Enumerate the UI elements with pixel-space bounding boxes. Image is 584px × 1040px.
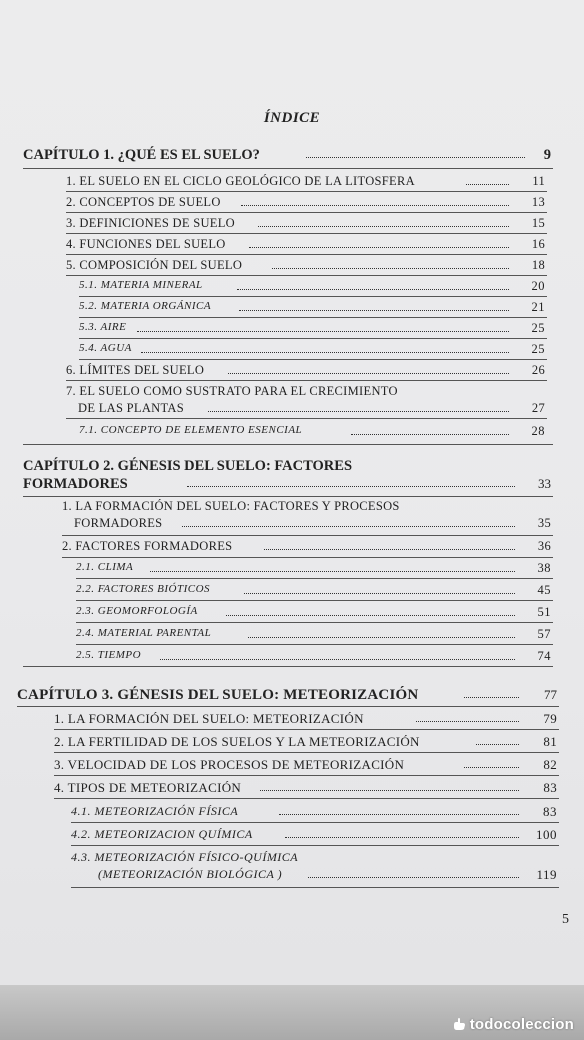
toc-page: 81 xyxy=(543,734,557,749)
toc-entry xyxy=(79,321,545,333)
toc-entry xyxy=(79,300,545,312)
toc-entry xyxy=(54,711,557,727)
toc-entry xyxy=(76,649,551,661)
toc-page: 100 xyxy=(536,827,557,842)
toc-entry xyxy=(66,363,545,378)
toc-leader-dots xyxy=(464,687,519,698)
toc-page: 45 xyxy=(537,583,551,597)
toc-leader-dots xyxy=(416,711,519,722)
toc-rule xyxy=(76,578,553,579)
toc-page: 16 xyxy=(531,237,545,251)
toc-rule xyxy=(79,338,547,339)
toc-leader-dots xyxy=(208,401,509,412)
toc-rule xyxy=(54,729,559,730)
toc-entry xyxy=(62,539,551,554)
toc-entry-line1: 1. LA FORMACIÓN DEL SUELO: FACTORES Y PROCESOS xyxy=(62,499,400,513)
toc-leader-dots xyxy=(187,476,515,487)
toc-rule xyxy=(23,666,553,667)
toc-label: 2.1. CLIMA xyxy=(76,561,134,573)
toc-label: (METEORIZACIÓN BIOLÓGICA ) xyxy=(98,867,283,881)
toc-leader-dots xyxy=(226,605,515,616)
toc-leader-dots xyxy=(228,363,509,374)
toc-label: 1. LA FORMACIÓN DEL SUELO: METEORIZACIÓN xyxy=(54,711,364,726)
toc-rule xyxy=(66,212,547,213)
toc-page: 83 xyxy=(543,804,557,819)
toc-rule xyxy=(54,775,559,776)
index-title: ÍNDICE xyxy=(263,110,321,126)
toc-leader-dots xyxy=(308,867,519,878)
toc-rule xyxy=(71,887,559,888)
toc-entry xyxy=(66,174,545,189)
toc-entry xyxy=(54,734,557,750)
toc-rule xyxy=(76,644,553,645)
toc-label: 5.3. AIRE xyxy=(79,321,127,333)
toc-page: 21 xyxy=(531,300,545,314)
toc-label: 2. LA FERTILIDAD DE LOS SUELOS Y LA METEORIZACIÓN xyxy=(54,734,420,749)
toc-label: 5. COMPOSICIÓN DEL SUELO xyxy=(66,258,243,272)
toc-rule xyxy=(23,496,553,497)
toc-label: 6. LÍMITES DEL SUELO xyxy=(66,363,205,377)
toc-label: 1. EL SUELO EN EL CICLO GEOLÓGICO DE LA LITOSFERA xyxy=(66,174,415,188)
toc-entry xyxy=(76,605,551,617)
toc-rule xyxy=(66,191,547,192)
toc-leader-dots xyxy=(237,279,509,290)
toc-page: 15 xyxy=(531,216,545,230)
toc-rule xyxy=(23,444,553,445)
toc-rule xyxy=(62,535,553,536)
toc-entry-line1: 7. EL SUELO COMO SUSTRATO PARA EL CRECIMIENTO xyxy=(66,384,398,398)
toc-leader-dots xyxy=(258,216,509,227)
toc-page: 119 xyxy=(536,867,557,882)
toc-rule xyxy=(17,706,559,707)
toc-label: CAPÍTULO 1. ¿QUÉ ES EL SUELO? xyxy=(23,147,260,163)
toc-rule xyxy=(79,359,547,360)
toc-chapter-1 xyxy=(23,147,551,164)
toc-entry xyxy=(66,237,545,252)
toc-leader-dots xyxy=(137,321,509,332)
toc-page: 51 xyxy=(537,605,551,619)
toc-page: 25 xyxy=(531,321,545,335)
toc-rule xyxy=(79,296,547,297)
toc-rule xyxy=(66,254,547,255)
toc-entry xyxy=(79,342,545,354)
toc-entry xyxy=(76,627,551,639)
toc-rule xyxy=(76,600,553,601)
toc-page: 57 xyxy=(537,627,551,641)
toc-entry xyxy=(66,258,545,273)
toc-entry xyxy=(76,561,551,573)
toc-rule xyxy=(71,845,559,846)
toc-rule xyxy=(66,380,547,381)
toc-leader-dots xyxy=(260,780,519,791)
toc-page: 83 xyxy=(543,780,557,795)
toc-page: 28 xyxy=(531,424,545,438)
toc-label: 2.5. TIEMPO xyxy=(76,649,142,661)
toc-leader-dots xyxy=(464,757,519,768)
page-number: 5 xyxy=(562,912,569,927)
toc-rule xyxy=(62,557,553,558)
toc-entry xyxy=(76,583,551,595)
toc-rule xyxy=(76,622,553,623)
toc-entry xyxy=(71,827,557,842)
toc-label: 7.1. CONCEPTO DE ELEMENTO ESENCIAL xyxy=(79,424,303,436)
toc-entry xyxy=(78,401,545,416)
toc-leader-dots xyxy=(160,649,515,660)
toc-label: 2.2. FACTORES BIÓTICOS xyxy=(76,583,211,595)
toc-page: 13 xyxy=(531,195,545,209)
toc-label: DE LAS PLANTAS xyxy=(78,401,184,415)
toc-label: 5.2. MATERIA ORGÁNICA xyxy=(79,300,212,312)
toc-label: FORMADORES xyxy=(23,476,128,492)
toc-entry xyxy=(74,516,551,531)
toc-entry xyxy=(79,424,545,436)
toc-entry xyxy=(66,216,545,231)
toc-page: 82 xyxy=(543,757,557,772)
hand-icon xyxy=(452,1017,466,1031)
toc-label: 3. VELOCIDAD DE LOS PROCESOS DE METEORIZACIÓN xyxy=(54,757,405,772)
toc-page: 18 xyxy=(531,258,545,272)
toc-leader-dots xyxy=(272,258,509,269)
toc-rule xyxy=(54,798,559,799)
toc-leader-dots xyxy=(476,734,519,745)
toc-page: 79 xyxy=(543,711,557,726)
toc-page: 11 xyxy=(532,174,545,188)
toc-rule xyxy=(66,275,547,276)
toc-page: 38 xyxy=(537,561,551,575)
watermark xyxy=(452,1016,574,1033)
toc-entry xyxy=(79,279,545,291)
toc-leader-dots xyxy=(264,539,515,550)
toc-rule xyxy=(54,752,559,753)
toc-leader-dots xyxy=(248,627,515,638)
toc-entry xyxy=(54,780,557,796)
toc-entry xyxy=(71,804,557,819)
watermark-text: todocoleccion xyxy=(469,1016,574,1033)
toc-label: 5.4. AGUA xyxy=(79,342,132,354)
toc-leader-dots xyxy=(279,804,519,815)
toc-label: CAPÍTULO 3. GÉNESIS DEL SUELO: METEORIZACIÓN xyxy=(17,687,419,703)
toc-label: FORMADORES xyxy=(74,516,163,530)
toc-page: 77 xyxy=(544,687,557,702)
toc-rule xyxy=(66,418,547,419)
toc-chapter-3 xyxy=(17,687,557,704)
toc-label: 4.2. METEORIZACION QUÍMICA xyxy=(71,827,253,841)
toc-leader-dots xyxy=(249,237,509,248)
toc-label: 2. FACTORES FORMADORES xyxy=(62,539,233,553)
toc-entry-line1: 4.3. METEORIZACIÓN FÍSICO-QUÍMICA xyxy=(71,850,299,864)
toc-leader-dots xyxy=(244,583,515,594)
toc-leader-dots xyxy=(182,516,515,527)
toc-entry xyxy=(66,195,545,210)
toc-leader-dots xyxy=(150,561,515,572)
toc-page: 9 xyxy=(543,147,551,163)
toc-label: 3. DEFINICIONES DE SUELO xyxy=(66,216,235,230)
toc-label: 4.1. METEORIZACIÓN FÍSICA xyxy=(71,804,239,818)
toc-leader-dots xyxy=(285,827,519,838)
toc-leader-dots xyxy=(306,147,525,158)
toc-leader-dots xyxy=(241,195,509,206)
toc-entry xyxy=(54,757,557,773)
toc-page: 33 xyxy=(538,476,551,491)
toc-leader-dots xyxy=(239,300,509,311)
toc-leader-dots xyxy=(466,174,509,185)
toc-page: 35 xyxy=(537,516,551,530)
toc-rule xyxy=(71,822,559,823)
toc-label: 5.1. MATERIA MINERAL xyxy=(79,279,203,291)
toc-leader-dots xyxy=(351,424,509,435)
toc-rule xyxy=(66,233,547,234)
toc-label: 2.3. GEOMORFOLOGÍA xyxy=(76,605,198,617)
toc-rule xyxy=(23,168,553,169)
toc-chapter-2 xyxy=(23,476,551,493)
toc-label: 2. CONCEPTOS DE SUELO xyxy=(66,195,221,209)
toc-page: 20 xyxy=(531,279,545,293)
toc-label: 2.4. MATERIAL PARENTAL xyxy=(76,627,212,639)
toc-leader-dots xyxy=(141,342,509,353)
toc-rule xyxy=(79,317,547,318)
toc-page: 26 xyxy=(531,363,545,377)
toc-page: 74 xyxy=(537,649,551,663)
toc-chapter-2-line1: CAPÍTULO 2. GÉNESIS DEL SUELO: FACTORES xyxy=(23,458,353,474)
toc-label: 4. FUNCIONES DEL SUELO xyxy=(66,237,226,251)
toc-label: 4. TIPOS DE METEORIZACIÓN xyxy=(54,780,242,795)
toc-page: 25 xyxy=(531,342,545,356)
toc-page: 27 xyxy=(531,401,545,415)
toc-entry xyxy=(98,867,557,882)
toc-page: 36 xyxy=(537,539,551,553)
